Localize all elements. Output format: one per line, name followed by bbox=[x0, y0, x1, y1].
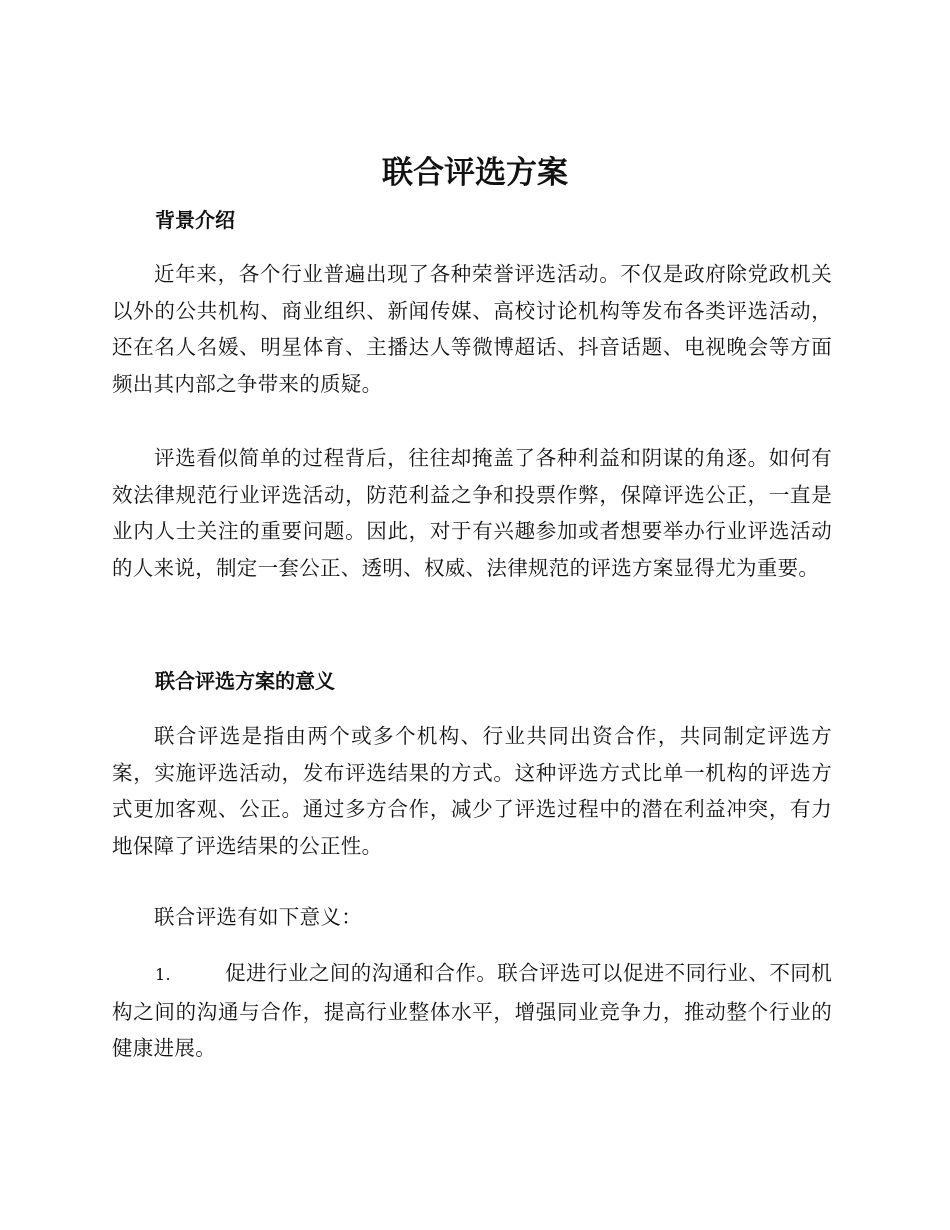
paragraph-background-2: 评选看似简单的过程背后，往往却掩盖了各种利益和阴谋的角逐。如何有效法律规范行业评选活动，防范利益之争和投票作弊，保障评选公正，一直是业内人士关注的重要问题。因此，对于有兴趣参加或者想要举办行业评选活动的人来说，制定一套公正、透明、权威、法律规范的评选方案显得尤为重要。 bbox=[112, 446, 832, 580]
paragraph-background-1: 近年来，各个行业普遍出现了各种荣誉评选活动。不仅是政府除党政机关以外的公共机构、商业组织、新闻传媒、高校讨论机构等发布各类评选活动，还在名人名媛、明星体育、主播达人等微博超话、抖音话题、电视晚会等方面频出其内部之争带来的质疑。 bbox=[112, 262, 832, 396]
section-heading-significance: 联合评选方案的意义 bbox=[155, 669, 335, 693]
section-heading-background: 背景介绍 bbox=[155, 208, 235, 232]
list-item-text: 促进行业之间的沟通和合作。联合评选可以促进不同行业、不同机构之间的沟通与合作，提高行业整体水平，增强同业竞争力，推动整个行业的健康进展。 bbox=[112, 961, 832, 1060]
paragraph-significance-1: 联合评选是指由两个或多个机构、行业共同出资合作，共同制定评选方案，实施评选活动，发布评选结果的方式。这种评选方式比单一机构的评选方式更加客观、公正。通过多方合作，减少了评选过程中的潜在利益冲突，有力地保障了评选结果的公正性。 bbox=[112, 724, 832, 858]
list-item bbox=[112, 955, 832, 1067]
document-title: 联合评选方案 bbox=[382, 155, 568, 191]
paragraph-significance-2: 联合评选有如下意义： bbox=[154, 905, 362, 929]
list-item-number: 1. bbox=[155, 965, 171, 984]
